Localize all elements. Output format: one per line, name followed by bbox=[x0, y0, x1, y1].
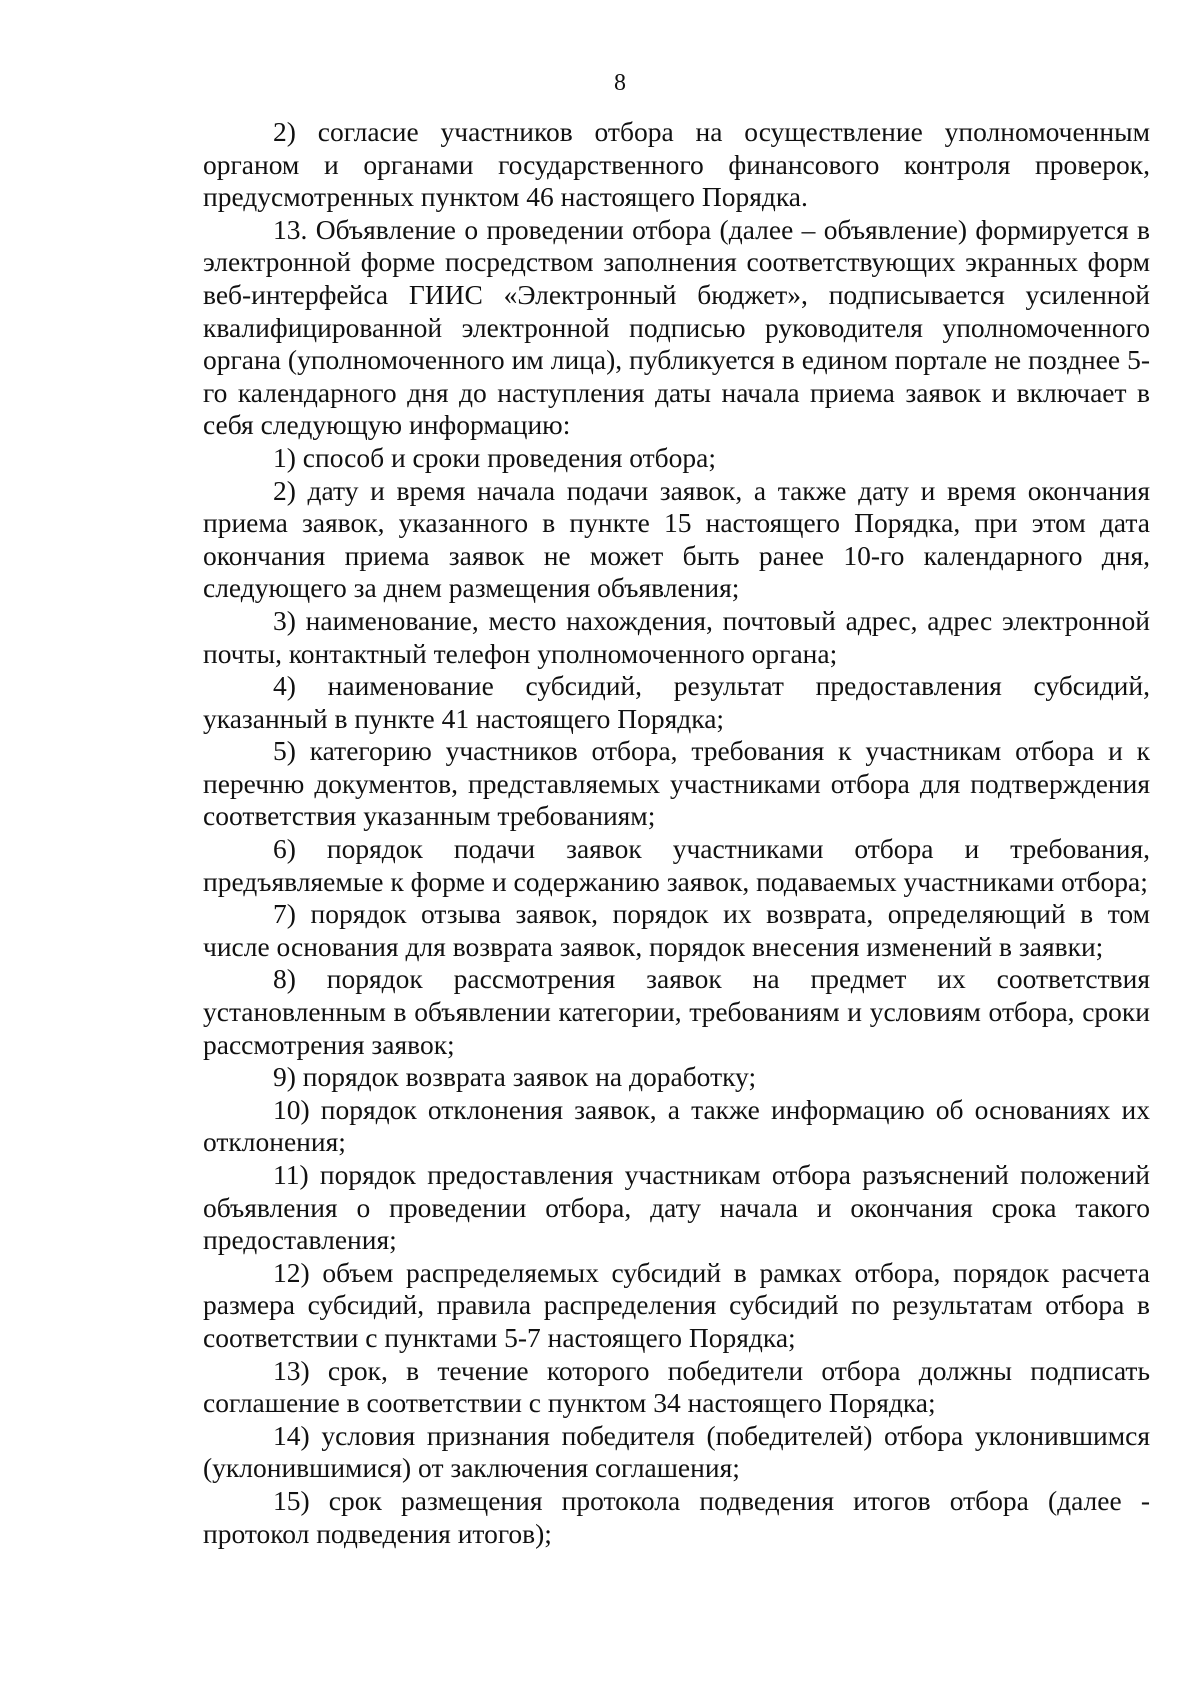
list-item-8: 8) порядок рассмотрения заявок на предмет их соответствия установленным в объявлении категории, требованиям и условиям отбора, сроки рассмотрения заявок; bbox=[203, 963, 1150, 1060]
list-item-6: 6) порядок подачи заявок участниками отбора и требования, предъявляемые к форме и содержанию заявок, подаваемых участниками отбора; bbox=[203, 833, 1150, 897]
list-item-13: 13) срок, в течение которого победители отбора должны подписать соглашение в соответствии с пунктом 34 настоящего Порядка; bbox=[203, 1354, 1150, 1419]
paragraph-consent: 2) согласие участников отбора на осуществление уполномоченным органом и органами государственного финансового контроля проверок, предусмотренных пунктом 46 настоящего Порядка. bbox=[203, 116, 1150, 213]
list-item-2: 2) дату и время начала подачи заявок, а также дату и время окончания приема заявок, указанного в пункте 15 настоящего Порядка, при этом дата окончания приема заявок не может быть ранее 10-го календарного дня, следующего за днем размещения объявления; bbox=[203, 474, 1150, 604]
list-item-10: 10) порядок отклонения заявок, а также информацию об основаниях их отклонения; bbox=[203, 1093, 1150, 1158]
document-body bbox=[203, 116, 1150, 1550]
list-item-3: 3) наименование, место нахождения, почтовый адрес, адрес электронной почты, контактный телефон уполномоченного органа; bbox=[203, 604, 1150, 669]
list-item-9: 9) порядок возврата заявок на доработку; bbox=[273, 1061, 757, 1093]
list-item-4: 4) наименование субсидий, результат предоставления субсидий, указанный в пункте 41 настоящего Порядка; bbox=[203, 670, 1150, 734]
page-number: 8 bbox=[614, 70, 626, 96]
list-item-15: 15) срок размещения протокола подведения итогов отбора (далее - протокол подведения итогов); bbox=[203, 1484, 1150, 1549]
list-item-11: 11) порядок предоставления участникам отбора разъяснений положений объявления о проведении отбора, дату начала и окончания срока такого предоставления; bbox=[203, 1159, 1150, 1256]
list-item-12: 12) объем распределяемых субсидий в рамках отбора, порядок расчета размера субсидий, правила распределения субсидий по результатам отбора в соответствии с пунктами 5-7 настоящего Порядка; bbox=[203, 1256, 1150, 1353]
paragraph-13-announcement: 13. Объявление о проведении отбора (далее – объявление) формируется в электронной форме посредством заполнения соответствующих экранных форм веб-интерфейса ГИИС «Электронный бюджет», подписывается усиленной квалифицированной электронной подписью руководителя уполномоченного органа (уполномоченного им лица), публикуется в едином портале не позднее 5-го календарного дня до наступления даты начала приема заявок и включает в себя следующую информацию: bbox=[203, 213, 1150, 441]
list-item-14: 14) условия признания победителя (победителей) отбора уклонившимся (уклонившимися) от заключения соглашения; bbox=[203, 1419, 1150, 1484]
list-item-7: 7) порядок отзыва заявок, порядок их возврата, определяющий в том числе основания для возврата заявок, порядок внесения изменений в заявки; bbox=[203, 898, 1150, 962]
list-item-1: 1) способ и сроки проведения отбора; bbox=[273, 441, 716, 473]
list-item-5: 5) категорию участников отбора, требования к участникам отбора и к перечню документов, представляемых участниками отбора для подтверждения соответствия указанным требованиям; bbox=[203, 735, 1150, 832]
